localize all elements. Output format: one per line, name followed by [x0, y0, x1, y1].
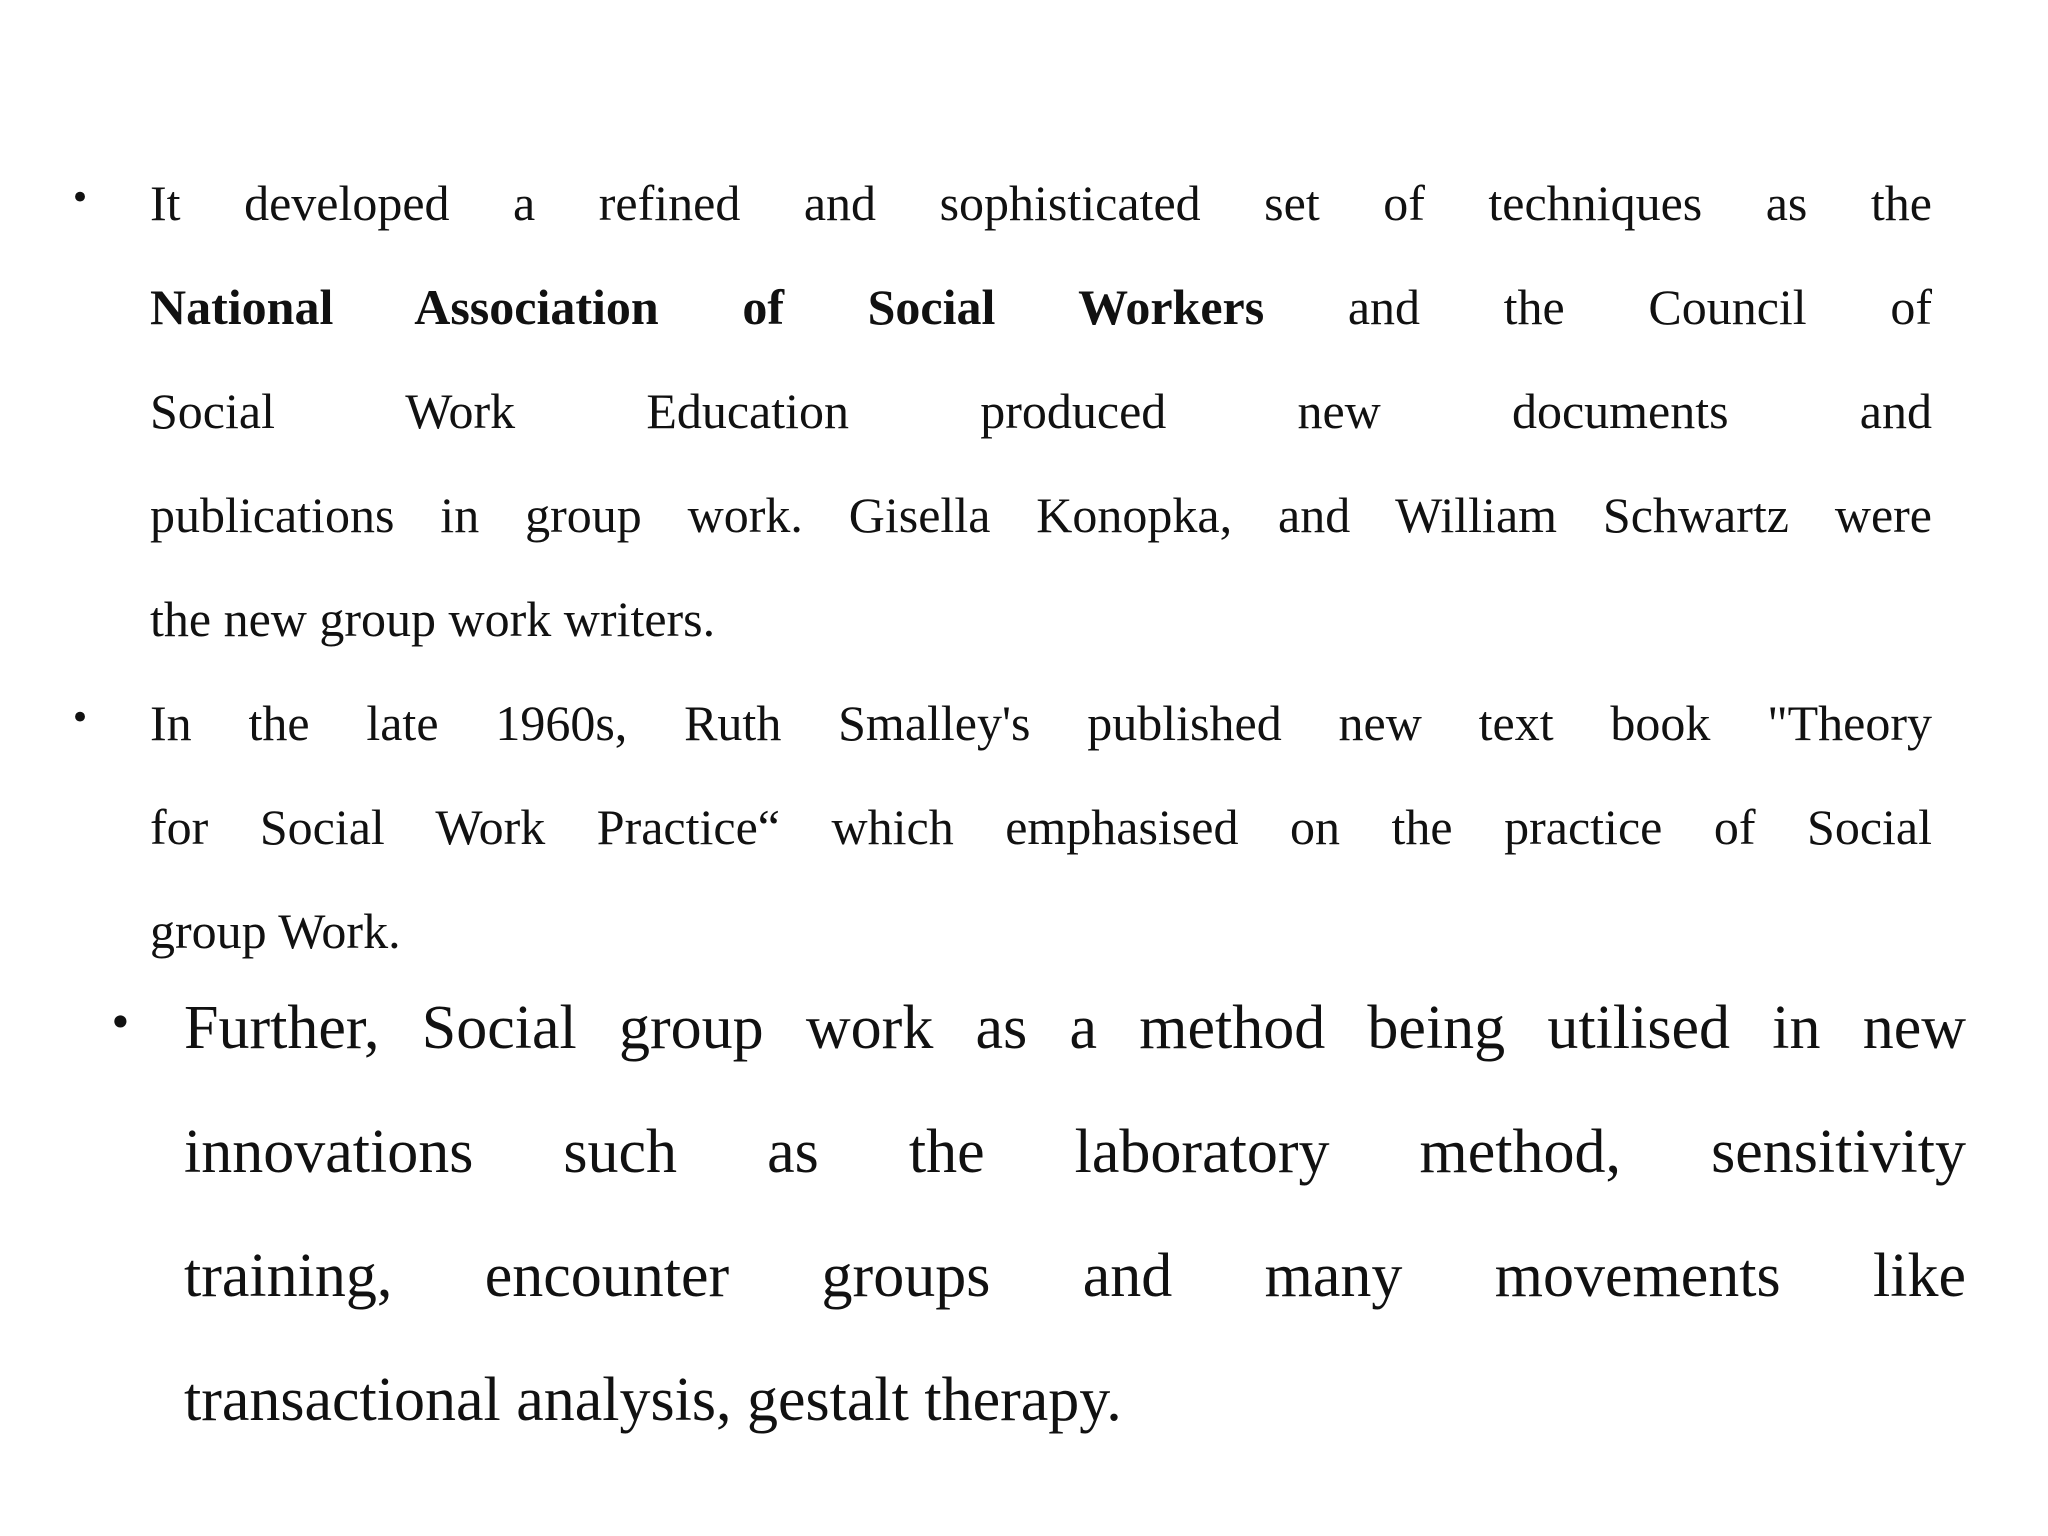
paragraph-line: Social Work Education produced new documents and	[150, 383, 1932, 439]
paragraph-line: In the late 1960s, Ruth Smalley's published new text book "Theory	[150, 695, 1932, 751]
paragraph-line: transactional analysis, gestalt therapy.	[184, 1366, 1122, 1434]
paragraph-line: Further, Social group work as a method being utilised in new	[184, 994, 1966, 1062]
paragraph-line: training, encounter groups and many movements like	[184, 1242, 1966, 1310]
bullet-paragraph-1	[150, 166, 1932, 686]
bullet-marker-icon: •	[70, 178, 91, 218]
bullet-marker-icon: •	[70, 698, 91, 738]
paragraph-line: group Work.	[150, 903, 401, 959]
paragraph-line: innovations such as the laboratory method, sensitivity	[184, 1118, 1966, 1186]
bold-org-name: National Association of Social Workers	[150, 279, 1265, 335]
paragraph-line: National Association of Social Workers and the Council of	[150, 279, 1932, 335]
paragraph-line: the new group work writers.	[150, 591, 716, 647]
bullet-marker-icon: •	[108, 998, 133, 1047]
paragraph-line: publications in group work. Gisella Konopka, and William Schwartz were	[150, 487, 1932, 543]
paragraph-line: It developed a refined and sophisticated set of techniques as the	[150, 175, 1932, 231]
bullet-paragraph-2	[150, 686, 1932, 998]
bullet-paragraph-3	[184, 984, 1966, 1480]
paragraph-line: for Social Work Practice“ which emphasised on the practice of Social	[150, 799, 1932, 855]
